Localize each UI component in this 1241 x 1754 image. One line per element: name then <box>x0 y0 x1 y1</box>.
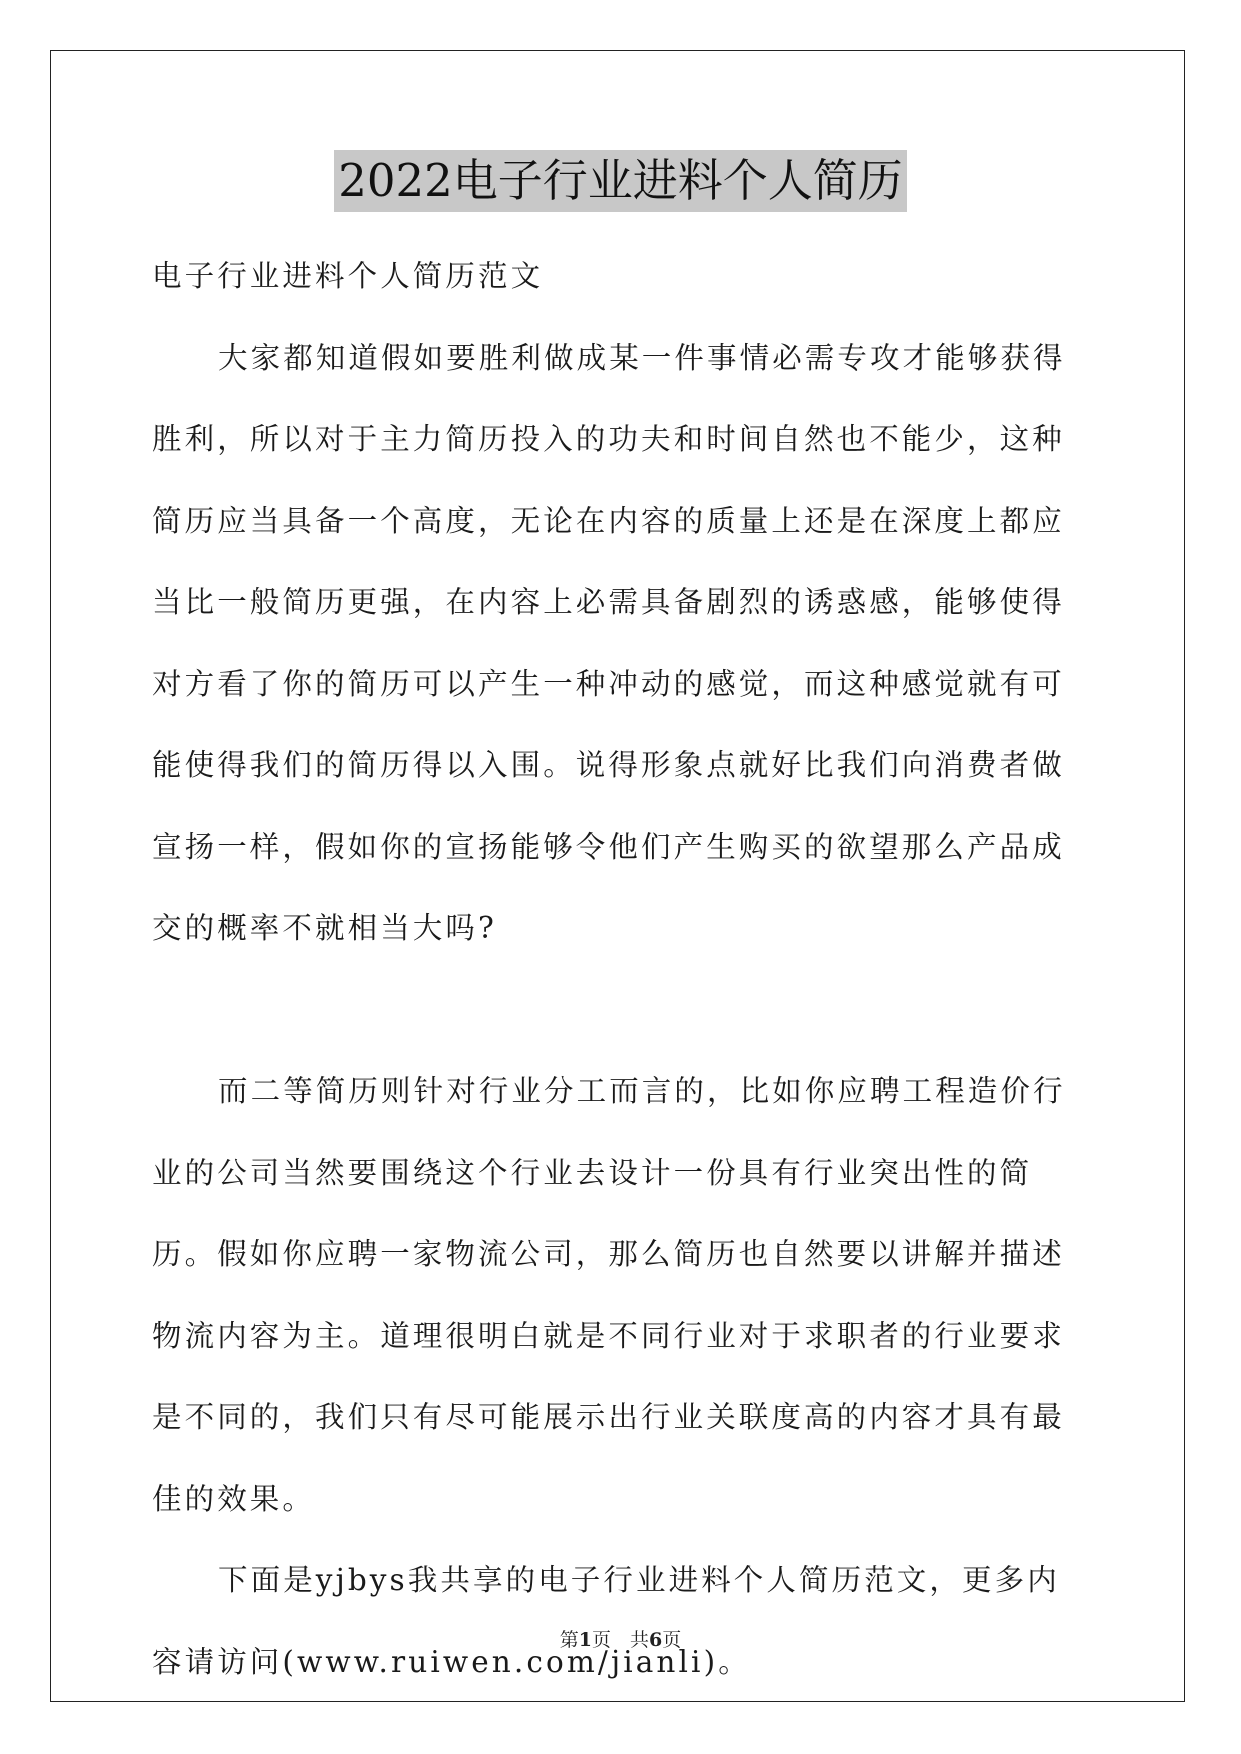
footer-total-pages: 6 <box>649 1629 663 1651</box>
page-footer <box>0 1625 1241 1652</box>
paragraph-3: 下面是yjbys我共享的电子行业进料个人简历范文，更多内容请访问(www.ruiwen.com/jianli)。 <box>152 1563 1060 1679</box>
footer-prefix: 第 <box>559 1629 579 1651</box>
paragraph-1: 大家都知道假如要胜利做成某一件事情必需专攻才能够获得胜利，所以对于主力简历投入的功夫和时间自然也不能少，这种简历应当具备一个高度，无论在内容的质量上还是在深度上都应当比一般简历更强，在内容上必需具备剧烈的诱惑感，能够使得对方看了你的简历可以产生一种冲动的感觉，而这种感觉就有可能使得我们的简历得以入围。说得形象点就好比我们向消费者做宣扬一样，假如你的宣扬能够令他们产生购买的欲望那么产品成交的概率不就相当大吗? <box>152 340 1066 945</box>
title-container <box>0 150 1241 212</box>
document-body <box>152 236 1092 1703</box>
footer-suffix: 页 <box>662 1629 682 1651</box>
document-title: 2022电子行业进料个人简历 <box>334 150 907 212</box>
footer-middle: 页 共 <box>591 1629 649 1651</box>
paragraph-gap <box>152 970 1092 1052</box>
footer-page-number: 1 <box>578 1629 592 1651</box>
document-subtitle: 电子行业进料个人简历范文 <box>152 259 544 293</box>
paragraph-2: 而二等简历则针对行业分工而言的，比如你应聘工程造价行业的公司当然要围绕这个行业去设计一份具有行业突出性的简历。假如你应聘一家物流公司，那么简历也自然要以讲解并描述物流内容为主。道理很明白就是不同行业对于求职者的行业要求是不同的，我们只有尽可能展示出行业关联度高的内容才具有最佳的效果。 <box>152 1074 1066 1516</box>
